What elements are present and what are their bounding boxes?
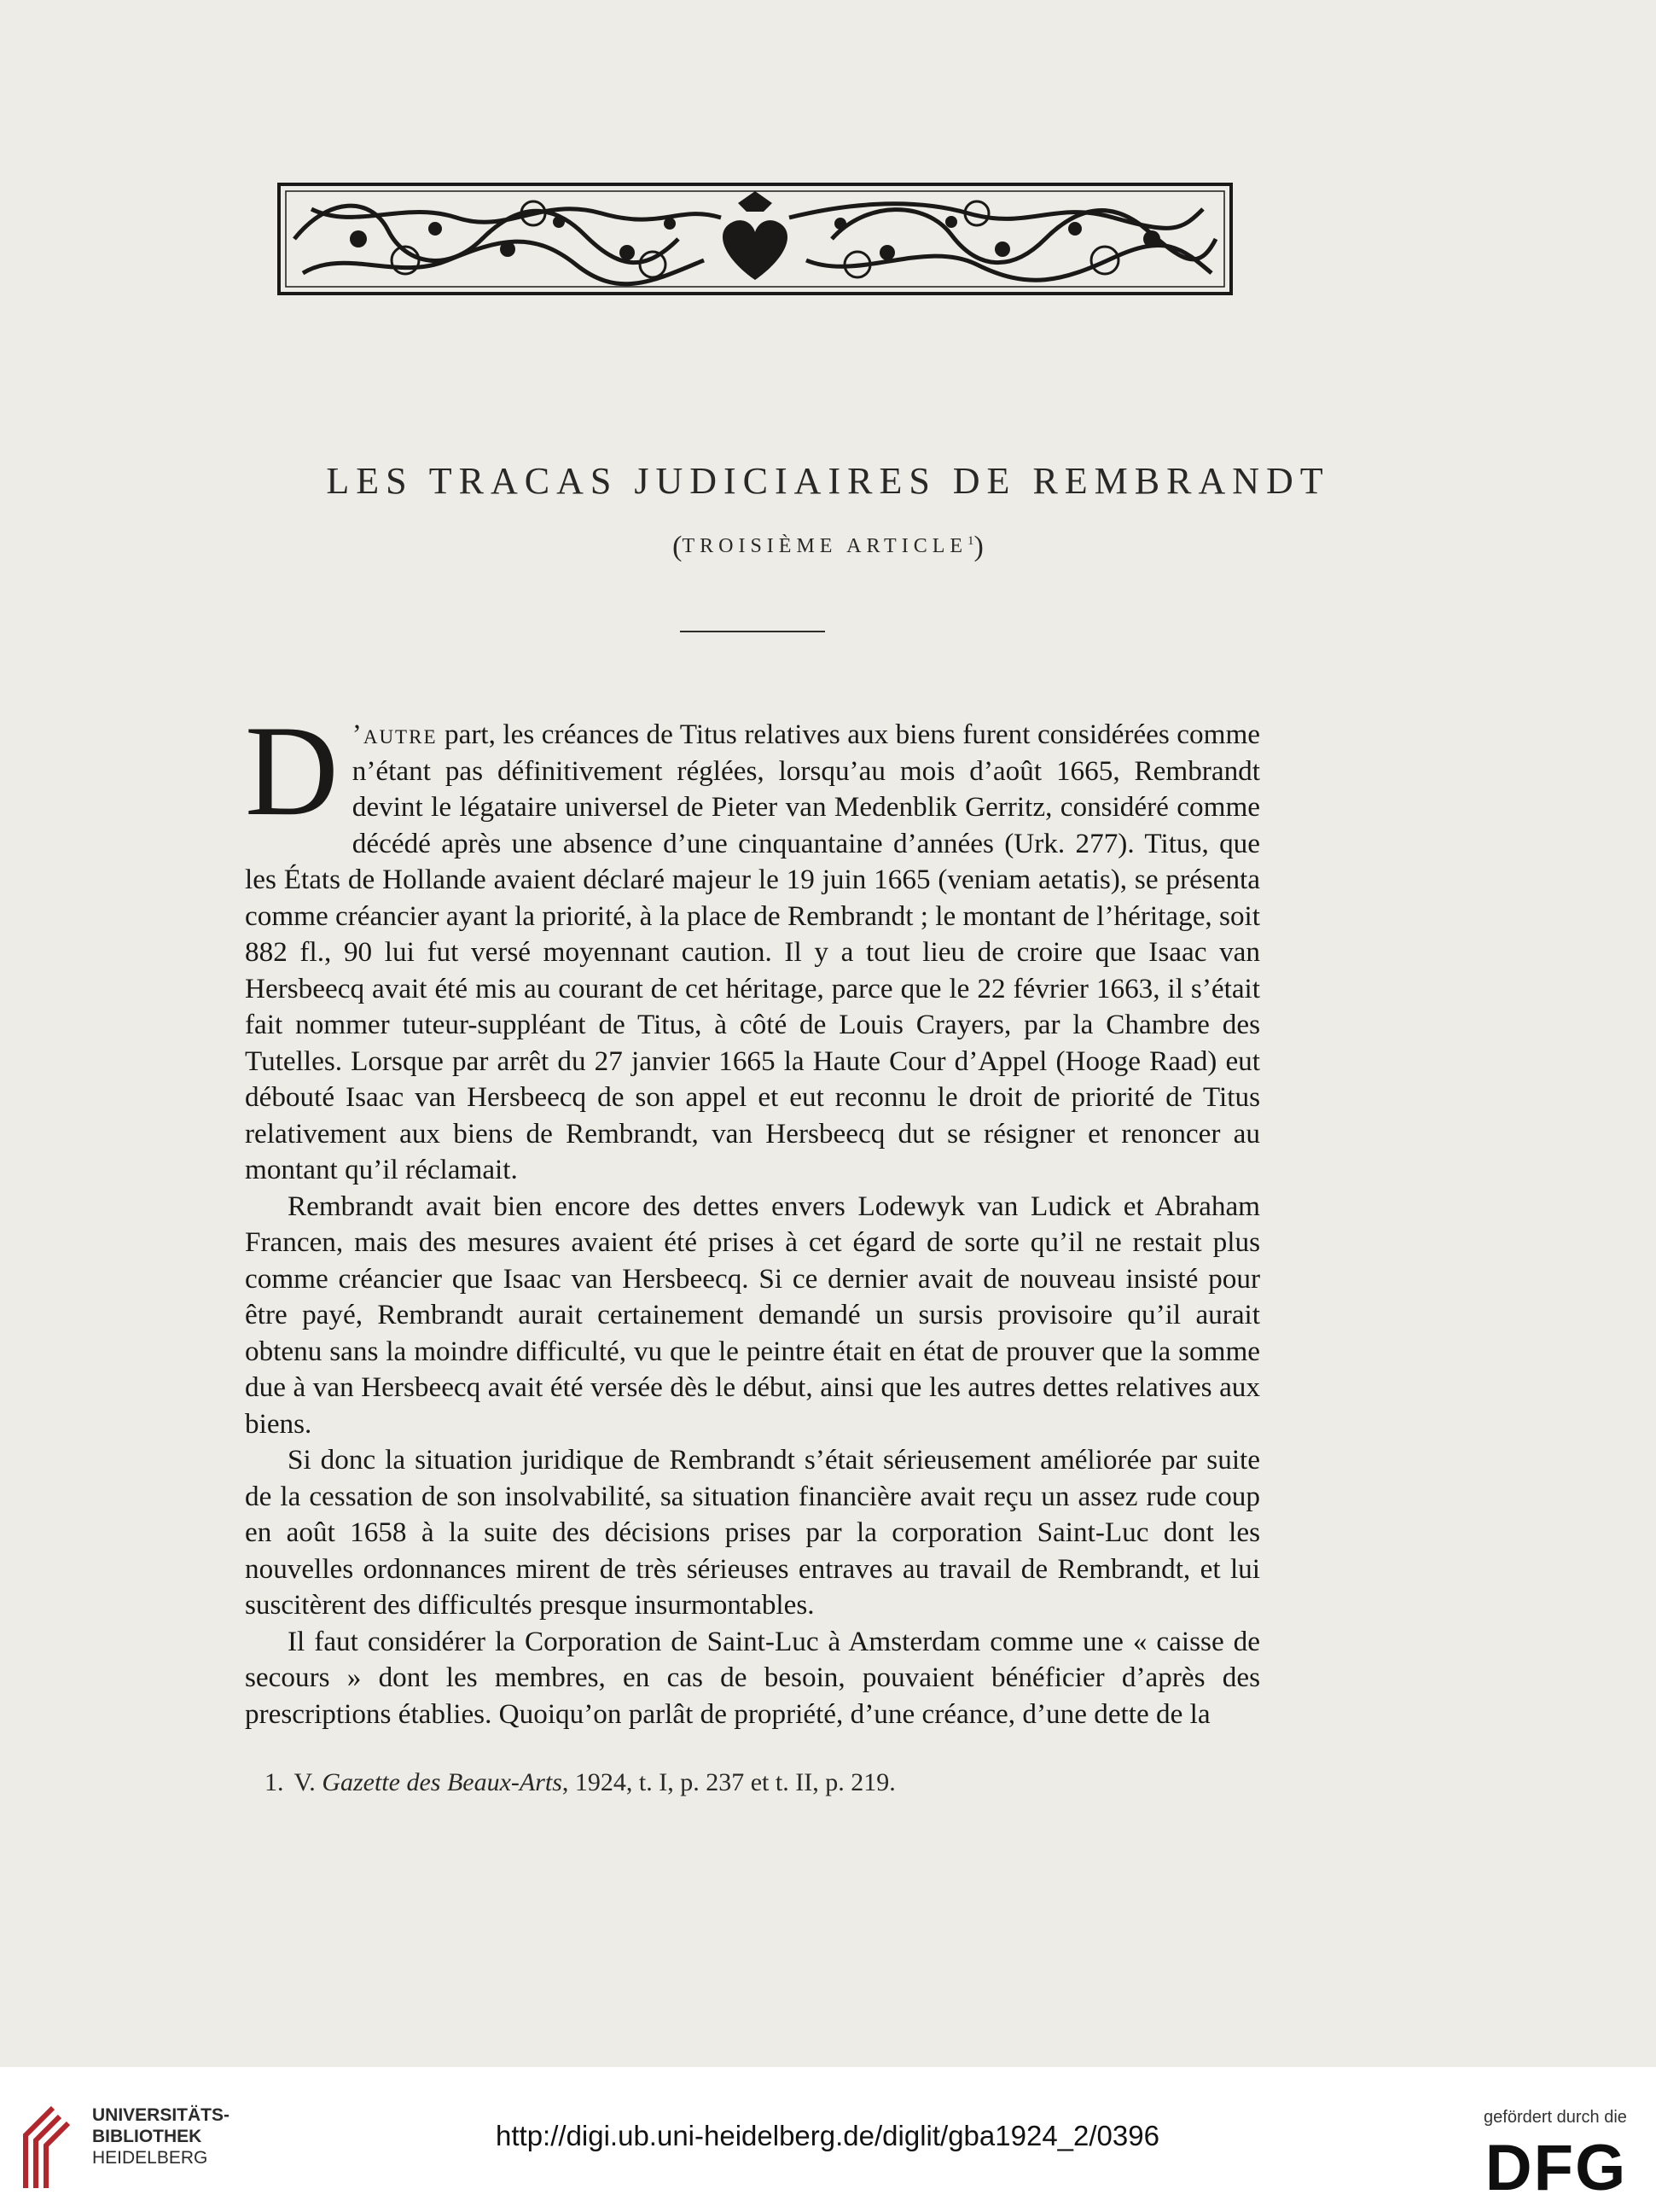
- paragraph-1: [245, 699, 1260, 1189]
- article-subtitle: [171, 531, 1485, 563]
- paragraph-3: Si donc la situation juridique de Rembrandt s’était sérieusement améliorée par suite de la cessation de son insolvabilité, sa situation financière avait reçu un assez rude coup en août 1658 à la suite des décisions prises par la corporation Saint-Luc dont les nouvelles ordonnances mirent de très sérieuses entraves au travail de Rembrandt, et lui suscitèrent des difficultés presque insurmontables.: [245, 1444, 1260, 1621]
- article-title: LES TRACAS JUDICIAIRES DE REMBRANDT: [326, 460, 1330, 502]
- footnote-number: 1.: [264, 1768, 284, 1796]
- dfg-logo: DFG: [1485, 2132, 1628, 2204]
- title-divider: [680, 631, 825, 632]
- funded-by-label: gefördert durch die: [1484, 2108, 1627, 2127]
- footnote-rest: , 1924, t. I, p. 237 et t. II, p. 219.: [561, 1768, 896, 1796]
- article-body: [245, 699, 1260, 1732]
- subtitle-open-paren: (: [672, 531, 683, 562]
- permalink-url[interactable]: http://digi.ub.uni-heidelberg.de/diglit/gba1924_2/0396: [496, 2120, 1159, 2151]
- footnote: [264, 1768, 1288, 1797]
- paragraph-1-text: part, les créances de Titus relatives aux biens furent considérées comme n’étant pas définitivement réglées, lorsqu’au mois d’août 1665, Rembrandt devint le légataire universel de Pieter van Medenblik Gerritz, considéré comme décédé après une absence d’une cinquantaine d’années (Urk. 277). Titus, que les États de Hollande avaient déclaré majeur le 19 juin 1665 (veniam aetatis), se présenta comme créancier ayant la priorité, à la place de Rembrandt ; le montant de l’héritage, soit 882 fl., 90 lui fut versé moyennant caution. Il y a tout lieu de croire que Isaac van Hersbeecq avait été mis au courant de cet héritage, parce que le 22 février 1663, il s’était fait nommer tuteur-suppléant de Titus, à côté de Louis Crayers, par la Chambre des Tutelles. Lorsque par arrêt du 27 janvier 1665 la Haute Cour d’Appel (Hooge Raad) eut débouté Isaac van Hersbeecq de son appel et eut reconnu le droit de priorité de Titus relativement aux biens de Rembrandt, van Hersbeecq dut se résigner et renoncer au montant qu’il réclamait.: [245, 719, 1260, 1185]
- footnote-journal: Gazette des Beaux-Arts: [322, 1768, 562, 1796]
- paragraph-4: Il faut considérer la Corporation de Saint-Luc à Amsterdam comme une « caisse de secours » dont les membres, en cas de besoin, pouvaient bénéficier d’après des prescriptions établies. Quoiqu’on parlât de propriété, d’une créance, d’une dette de la: [245, 1625, 1260, 1730]
- drop-cap: D: [245, 699, 339, 842]
- subtitle-text: TROISIÈME ARTICLE: [682, 535, 968, 557]
- subtitle-close-paren: ): [973, 531, 984, 562]
- library-name: [92, 2104, 230, 2168]
- footnote-prefix: V.: [293, 1768, 322, 1796]
- library-line-1: UNIVERSITÄTS-: [92, 2105, 230, 2125]
- library-line-2: BIBLIOTHEK: [92, 2127, 202, 2146]
- lead-smallcaps: ’autre: [352, 719, 438, 750]
- footnote-marker: 1: [967, 534, 974, 548]
- university-library-logo-icon: [19, 2101, 78, 2195]
- ornamental-headpiece: [277, 179, 1233, 299]
- paragraph-2: Rembrandt avait bien encore des dettes envers Lodewyk van Ludick et Abraham Francen, mais des mesures avaient été prises à cet égard de sorte qu’il ne restait plus comme créancier que Isaac van Hersbeecq. Si ce dernier avait de nouveau insisté pour être payé, Rembrandt aurait certainement demandé un sursis provisoire qu’il aurait obtenu sans la moindre difficulté, vu que le peintre était en état de prouver que la somme due à van Hersbeecq avait été versée dès le début, ainsi que les autres dettes relatives aux biens.: [245, 1190, 1260, 1440]
- library-line-3: HEIDELBERG: [92, 2148, 208, 2168]
